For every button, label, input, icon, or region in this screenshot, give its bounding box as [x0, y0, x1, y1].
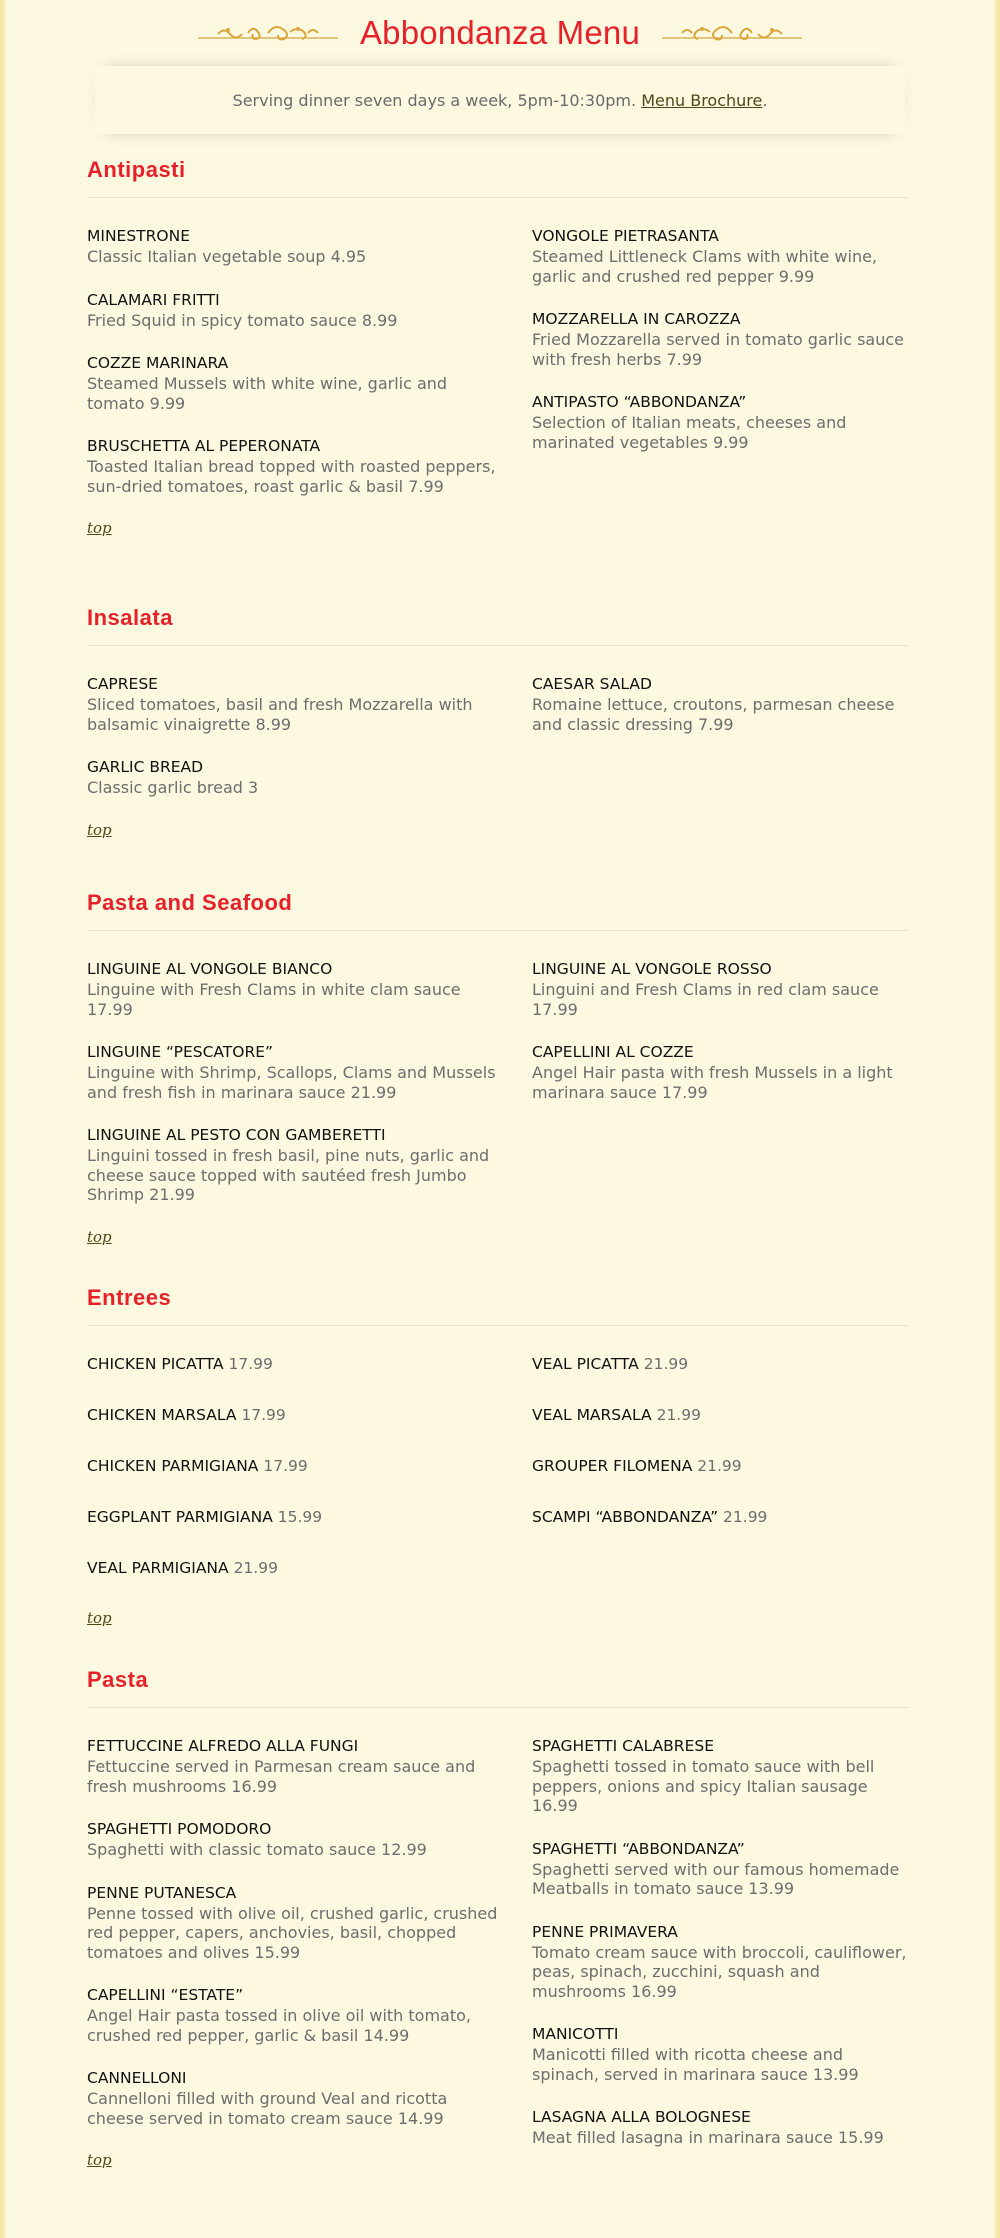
menu-section-entrees	[87, 1283, 909, 1627]
menu-item-name	[532, 673, 909, 695]
menu-item-name-text: MANICOTTI	[532, 2025, 619, 2043]
menu-column-left	[87, 673, 532, 839]
menu-column-left	[87, 958, 532, 1246]
section-divider	[87, 930, 909, 931]
menu-item-name-text: MINESTRONE	[87, 227, 190, 245]
intro-trailing: .	[762, 90, 768, 110]
menu-item	[87, 1984, 532, 2045]
menu-columns	[87, 1735, 909, 2170]
menu-item	[87, 2067, 532, 2128]
menu-column-left	[87, 1735, 532, 2170]
menu-item-name	[87, 1353, 532, 1375]
menu-section-insalata	[87, 603, 909, 839]
menu-item-description: Fettuccine served in Parmesan cream sauce and fresh mushrooms 16.99	[87, 1757, 476, 1796]
menu-item-name	[87, 1882, 532, 1904]
menu-item-name	[87, 1041, 532, 1063]
menu-item	[87, 352, 532, 413]
menu-item	[87, 1818, 532, 1860]
menu-item	[532, 1353, 909, 1375]
menu-item-price: 17.99	[263, 1457, 308, 1475]
menu-item-description: Romaine lettuce, croutons, parmesan cheese and classic dressing 7.99	[532, 695, 895, 734]
section-divider	[87, 645, 909, 646]
section-title: Entrees	[87, 1285, 172, 1310]
menu-item-description: Angel Hair pasta tossed in olive oil with tomato, crushed red pepper, garlic & basil 14.99	[87, 2006, 471, 2045]
menu-item-name	[532, 2106, 909, 2128]
menu-item	[87, 958, 532, 1019]
menu-item-description: Fried Squid in spicy tomato sauce 8.99	[87, 310, 398, 330]
menu-item-price: 21.99	[656, 1406, 701, 1424]
menu-item	[532, 225, 909, 286]
menu-item-name-text: LASAGNA ALLA BOLOGNESE	[532, 2108, 751, 2126]
menu-item-name-text: SPAGHETTI “ABBONDANZA”	[532, 1839, 745, 1858]
menu-item-name	[87, 225, 532, 247]
scroll-ornament-icon	[198, 21, 338, 45]
menu-item-description: Steamed Littleneck Clams with white wine, garlic and crushed red pepper 9.99	[532, 247, 878, 286]
menu-item-name	[532, 1404, 909, 1426]
menu-item-name-text: EGGPLANT PARMIGIANA	[87, 1508, 273, 1526]
menu-column-right	[532, 1353, 909, 1627]
menu-column-right	[532, 225, 909, 537]
menu-item	[532, 1455, 909, 1477]
menu-item	[87, 225, 532, 267]
menu-item-name	[87, 435, 532, 457]
menu-item	[532, 1838, 909, 1899]
menu-item-name	[532, 225, 909, 247]
section-divider	[87, 1707, 909, 1708]
menu-item	[532, 391, 909, 452]
menu-item-description: Spaghetti served with our famous homemade Meatballs in tomato sauce 13.99	[532, 1859, 900, 1898]
menu-item-name-text: BRUSCHETTA AL PEPERONATA	[87, 437, 321, 455]
menu-item-name	[87, 1404, 532, 1426]
menu-item-price: 21.99	[643, 1355, 689, 1373]
section-divider	[87, 1325, 909, 1326]
menu-item-name	[532, 308, 909, 330]
menu-item-name-text: CAPELLINI AL COZZE	[532, 1043, 694, 1061]
menu-item-name-text: VEAL PICATTA	[532, 1355, 639, 1373]
menu-item-name-text: LINGUINE AL PESTO CON GAMBERETTI	[87, 1126, 386, 1144]
menu-item	[87, 1557, 532, 1579]
menu-item-name-text: LINGUINE “PESCATORE”	[87, 1043, 274, 1061]
section-divider	[87, 197, 909, 198]
menu-item-name	[532, 1735, 909, 1757]
menu-item-name	[532, 1506, 909, 1528]
menu-section-pasta-and-seafood	[87, 888, 909, 1246]
menu-item-description: Tomato cream sauce with broccoli, cauliflower, peas, spinach, zucchini, squash and mushrooms 16.99	[532, 1942, 907, 2001]
menu-item	[87, 1353, 532, 1375]
menu-columns	[87, 1353, 909, 1627]
menu-item-name-text: SCAMPI “ABBONDANZA”	[532, 1508, 719, 1526]
menu-item-description: Cannelloni filled with ground Veal and ricotta cheese served in tomato cream sauce 14.99	[87, 2089, 448, 2128]
menu-item-description: Manicotti filled with ricotta cheese and spinach, served in marinara sauce 13.99	[532, 2045, 859, 2084]
menu-item-name-text: LINGUINE AL VONGOLE ROSSO	[532, 960, 772, 978]
back-to-top-link[interactable]: top	[87, 820, 112, 839]
menu-item-name-text: CAPRESE	[87, 675, 158, 693]
menu-item	[87, 289, 532, 331]
menu-item	[87, 1506, 532, 1528]
menu-item-name	[532, 2023, 909, 2045]
menu-item-name-text: CHICKEN PARMIGIANA	[87, 1457, 259, 1475]
menu-item	[532, 958, 909, 1019]
menu-item-name	[87, 958, 532, 980]
section-title: Antipasti	[87, 157, 186, 182]
menu-item	[87, 1455, 532, 1477]
menu-item	[87, 673, 532, 734]
menu-item-name	[532, 1921, 909, 1943]
section-title: Insalata	[87, 605, 173, 630]
menu-columns	[87, 958, 909, 1246]
menu-item-name-text: ANTIPASTO “ABBONDANZA”	[532, 393, 747, 411]
intro-text: Serving dinner seven days a week, 5pm-10:30pm.	[232, 90, 637, 110]
menu-item-name-text: PENNE PUTANESCA	[87, 1883, 237, 1902]
menu-item-name-text: SPAGHETTI POMODORO	[87, 1820, 272, 1838]
menu-item-name	[87, 289, 532, 311]
back-to-top-link[interactable]: top	[87, 2151, 112, 2169]
menu-item-name	[87, 1455, 532, 1477]
menu-item-name-text: GROUPER FILOMENA	[532, 1457, 693, 1475]
menu-item	[532, 1404, 909, 1426]
menu-item-name-text: CHICKEN PICATTA	[87, 1355, 224, 1373]
menu-item-description: Linguine with Shrimp, Scallops, Clams and Mussels and fresh fish in marinara sauce 21.99	[87, 1063, 496, 1102]
menu-item	[532, 1506, 909, 1528]
menu-item-description: Classic garlic bread 3	[87, 778, 259, 797]
menu-item-name-text: FETTUCCINE ALFREDO ALLA FUNGI	[87, 1737, 359, 1755]
menu-item-name	[87, 352, 532, 374]
menu-item-name-text: VONGOLE PIETRASANTA	[532, 227, 719, 245]
menu-item	[532, 1921, 909, 2002]
menu-item-price: 21.99	[723, 1508, 768, 1526]
menu-item-price: 21.99	[233, 1559, 278, 1577]
back-to-top-link[interactable]: top	[87, 1609, 112, 1627]
section-title: Pasta and Seafood	[87, 890, 293, 915]
menu-column-left	[87, 225, 532, 537]
menu-item-description: Spaghetti with classic tomato sauce 12.99	[87, 1840, 427, 1859]
menu-item-name-text: VEAL MARSALA	[532, 1406, 652, 1424]
menu-item	[87, 1124, 532, 1205]
menu-item-name	[87, 1557, 532, 1579]
menu-item-description: Sliced tomatoes, basil and fresh Mozzarella with balsamic vinaigrette 8.99	[87, 695, 473, 734]
menu-item-description: Linguini and Fresh Clams in red clam sauce 17.99	[532, 980, 879, 1019]
menu-item-name	[87, 1506, 532, 1528]
menu-item-name-text: LINGUINE AL VONGOLE BIANCO	[87, 960, 333, 978]
menu-item-description: Penne tossed with olive oil, crushed garlic, crushed red pepper, capers, anchovies, basil, chopped tomatoes and olives 15.99	[87, 1903, 498, 1962]
menu-item-name	[532, 1455, 909, 1477]
menu-item-description: Linguine with Fresh Clams in white clam sauce 17.99	[87, 980, 461, 1019]
menu-item	[532, 1041, 909, 1102]
menu-item	[532, 308, 909, 369]
menu-item-name	[87, 1818, 532, 1840]
menu-item	[87, 1735, 532, 1796]
menu-section-pasta	[87, 1665, 909, 2170]
menu-item-name-text: PENNE PRIMAVERA	[532, 1922, 678, 1941]
section-title: Pasta	[87, 1667, 149, 1692]
menu-item	[87, 1041, 532, 1102]
menu-item-price: 15.99	[277, 1508, 323, 1526]
menu-item-name	[87, 756, 532, 778]
menu-item-name-text: CAPELLINI “ESTATE”	[87, 1986, 244, 2004]
menu-item-description: Steamed Mussels with white wine, garlic and tomato 9.99	[87, 374, 448, 413]
scroll-ornament-icon	[662, 21, 802, 45]
menu-column-right	[532, 958, 909, 1246]
menu-item	[87, 1882, 532, 1963]
menu-item-description: Classic Italian vegetable soup 4.95	[87, 247, 367, 266]
menu-item	[87, 1404, 532, 1426]
menu-item-description: Meat filled lasagna in marinara sauce 15.99	[532, 2128, 884, 2147]
menu-item-name-text: CALAMARI FRITTI	[87, 290, 220, 309]
intro-banner	[95, 66, 905, 134]
menu-column-right	[532, 673, 909, 839]
back-to-top-link[interactable]: top	[87, 519, 112, 537]
menu-item-description: Toasted Italian bread topped with roasted peppers, sun-dried tomatoes, roast garlic & basil 7.99	[87, 457, 496, 496]
page-edge-right	[994, 0, 1000, 2238]
menu-item-name	[532, 1838, 909, 1860]
menu-item-name-text: GARLIC BREAD	[87, 758, 204, 776]
menu-item-name-text: CANNELLONI	[87, 2069, 187, 2087]
menu-item-description: Angel Hair pasta with fresh Mussels in a light marinara sauce 17.99	[532, 1063, 893, 1102]
menu-item-price: 17.99	[241, 1406, 286, 1424]
menu-item-name-text: VEAL PARMIGIANA	[87, 1559, 229, 1577]
menu-item-name-text: MOZZARELLA IN CAROZZA	[532, 310, 741, 328]
menu-item	[87, 435, 532, 496]
menu-item-name	[532, 1353, 909, 1375]
menu-item-name	[87, 1124, 532, 1146]
menu-item-name	[87, 1735, 532, 1757]
menu-columns	[87, 225, 909, 537]
menu-columns	[87, 673, 909, 839]
menu-item-description: Spaghetti tossed in tomato sauce with bell peppers, onions and spicy Italian sausage 16.99	[532, 1757, 875, 1815]
menu-brochure-link[interactable]: Menu Brochure	[641, 90, 763, 110]
page-header	[0, 8, 1000, 58]
menu-item-name-text: CHICKEN MARSALA	[87, 1406, 237, 1424]
menu-item-description: Selection of Italian meats, cheeses and marinated vegetables 9.99	[532, 413, 847, 452]
menu-item-name-text: COZZE MARINARA	[87, 354, 229, 372]
menu-column-left	[87, 1353, 532, 1627]
menu-item	[532, 2106, 909, 2148]
menu-item	[87, 756, 532, 798]
menu-item-description: Linguini tossed in fresh basil, pine nuts, garlic and cheese sauce topped with sautéed fresh Jumbo Shrimp 21.99	[87, 1146, 490, 1204]
menu-item	[532, 1735, 909, 1816]
menu-item-name	[532, 391, 909, 413]
menu-item	[532, 2023, 909, 2084]
menu-item-name	[532, 1041, 909, 1063]
menu-section-antipasti	[87, 155, 909, 537]
menu-item-name	[532, 958, 909, 980]
menu-column-right	[532, 1735, 909, 2170]
menu-item-name-text: CAESAR SALAD	[532, 675, 652, 693]
menu-item	[532, 673, 909, 734]
page-title: Abbondanza Menu	[359, 14, 641, 51]
menu-item-description: Fried Mozzarella served in tomato garlic sauce with fresh herbs 7.99	[532, 330, 905, 369]
menu-item-price: 17.99	[228, 1355, 273, 1373]
menu-item-name	[87, 1984, 532, 2006]
menu-item-name	[87, 673, 532, 695]
menu-item-name-text: SPAGHETTI CALABRESE	[532, 1737, 714, 1755]
menu-item-name	[87, 2067, 532, 2089]
back-to-top-link[interactable]: top	[87, 1227, 112, 1246]
page-edge-left	[0, 0, 6, 2238]
menu-item-price: 21.99	[697, 1457, 742, 1475]
